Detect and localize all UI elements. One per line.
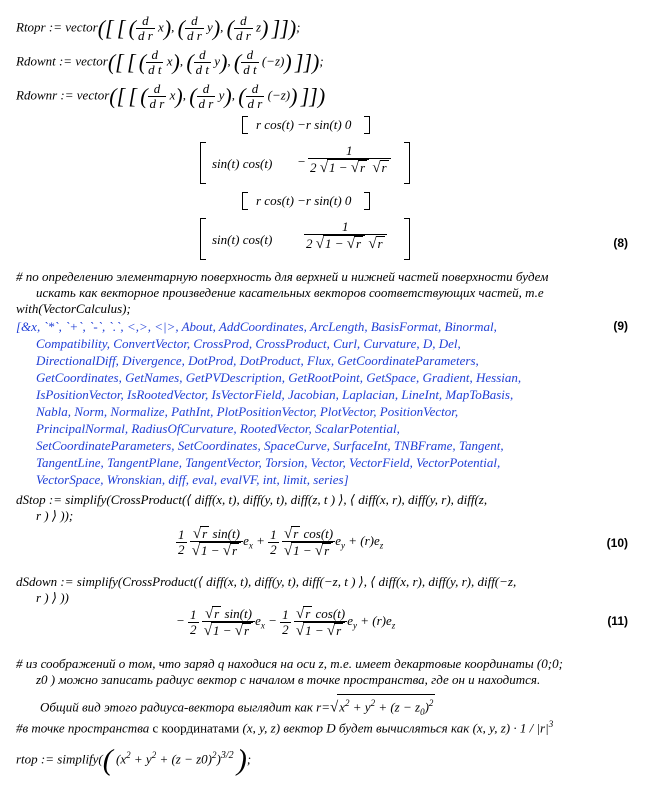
- list-line-7: SetCoordinateParameters, SetCoordinates, SpaceCurve, SurfaceInt, TNBFrame, Tangent,: [36, 438, 504, 453]
- input-rtopr[interactable]: Rtopr := vector([ [ ( $\frac{d}{\text{d r}}$ x), ( $\frac{d}{\text{d r}}$ y), ( $\frac{d}{\text{d r}}$ z) ]]);: [16, 13, 301, 43]
- output-row1: r cos(t) −r sin(t) 0: [242, 116, 370, 134]
- comment-surface-1[interactable]: # по определению элементарную поверхность для верхней и нижней частей поверхности будем: [16, 269, 549, 284]
- list-line-6: PrincipalNormal, RadiusOfCurvature, RootedVector, ScalarPotential,: [36, 421, 400, 436]
- output-dstop: $\frac{1}{2}$ $\frac{\text{√r sin(t)}}{√1 - √r}$ $e_x$ + $\frac{1}{2}$ $\frac{\text{√r cos(t)}}{√1 - √r}$ $e_y + (r)e_z$: [178, 526, 384, 559]
- output-row3: r cos(t) −r sin(t) 0: [242, 192, 370, 210]
- output-row4: sin(t) cos(t) $\frac{1}{2 √1 - √r √r}$: [200, 218, 410, 260]
- comment-charge-2[interactable]: z0 ) можно записать радиус вектор с началом в точке пространства, где он и находится.: [36, 672, 541, 687]
- comment-charge-1[interactable]: # из соображений о том, что заряд q находися на оси z, т.е. имеет декартовые координаты (0;0;: [16, 656, 563, 671]
- list-line-1: Compatibility, ConvertVector, CrossProd, CrossProduct, Curl, Curvature, D, Del,: [36, 336, 461, 351]
- comment-surface-2[interactable]: искать как векторное произведение касательных векторов соответствующих частей, т.е: [36, 285, 544, 300]
- input-dsdown-1[interactable]: dSdown := simplify(CrossProduct(⟨ diff(x, t), diff(y, t), diff(−z, t ) ⟩, ⟨ diff(x, r), diff(y, r), diff(−z,: [16, 574, 517, 589]
- comment-radius[interactable]: Общий вид этого радиуса-вектора выглядит как $r=√x^2 + y^2 + (z - z_0)^2$: [40, 694, 435, 720]
- equation-label-9: (9): [613, 319, 628, 333]
- output-dsdown: − $\frac{1}{2}$ $\frac{\text{√r sin(t)}}{√1 - √r}$ $e_x$ − $\frac{1}{2}$ $\frac{\text{√r cos(t)}}{√1 - √r}$ $e_y + (r)e_z$: [176, 606, 396, 639]
- equation-label-10: (10): [606, 536, 628, 550]
- input-dstop-1[interactable]: dStop := simplify(CrossProduct(⟨ diff(x, t), diff(y, t), diff(z, t ) ⟩, ⟨ diff(x, r), diff(y, r), diff(z,: [16, 492, 488, 507]
- list-line-3: GetCoordinates, GetNames, GetPVDescription, GetRootPoint, GetSpace, Gradient, Hessian,: [36, 370, 522, 385]
- list-line-4: IsPositionVector, IsRootedVector, IsVectorField, Jacobian, Laplacian, LineInt, MapToBasis,: [36, 387, 514, 402]
- input-with[interactable]: with(VectorCalculus);: [16, 301, 131, 316]
- input-rdownr[interactable]: Rdownr := vector([ [ ( $\frac{d}{\text{d r}}$ x), ( $\frac{d}{\text{d r}}$ y), ( $\frac{d}{\text{d r}}$ (−z)) ]]): [16, 81, 326, 111]
- input-rtop[interactable]: rtop := simplify(( $(x^2 + y^2 + (z - z0)^2)^{3/2}$ );: [16, 743, 252, 777]
- comment-vector-d[interactable]: #в точке пространства с координатами (x, y, z) вектор D будет вычисляться как (x, y, $z) \cdot 1 / |r|^3$: [16, 719, 554, 736]
- list-line-9: VectorSpace, Wronskian, diff, eval, evalVF, int, limit, series]: [36, 472, 349, 487]
- input-dstop-2[interactable]: r ) ⟩ ));: [36, 508, 74, 523]
- output-row2: sin(t) cos(t) − $\frac{1}{2 √1 - √r √r}$: [200, 142, 410, 184]
- equation-label-11: (11): [607, 614, 628, 628]
- list-line-0: [&x, `*`, `+`, `-`, `.`, <,>, <|>, About, AddCoordinates, ArcLength, BasisFormat, Binormal,: [16, 319, 497, 334]
- equation-label-8: (8): [613, 236, 628, 250]
- input-dsdown-2[interactable]: r ) ⟩ )): [36, 590, 69, 605]
- list-line-8: TangentLine, TangentPlane, TangentVector, Torsion, Vector, VectorField, VectorPotential,: [36, 455, 501, 470]
- input-rdownt[interactable]: Rdownt := vector([ [ ( $\frac{d}{\text{d t}}$ x), ( $\frac{d}{\text{d t}}$ y), ( $\frac{d}{\text{d t}}$ (−z)) ]]);: [16, 47, 324, 77]
- list-line-2: DirectionalDiff, Divergence, DotProd, DotProduct, Flux, GetCoordinateParameters,: [36, 353, 479, 368]
- list-line-5: Nabla, Norm, Normalize, PathInt, PlotPositionVector, PlotVector, PositionVector,: [36, 404, 459, 419]
